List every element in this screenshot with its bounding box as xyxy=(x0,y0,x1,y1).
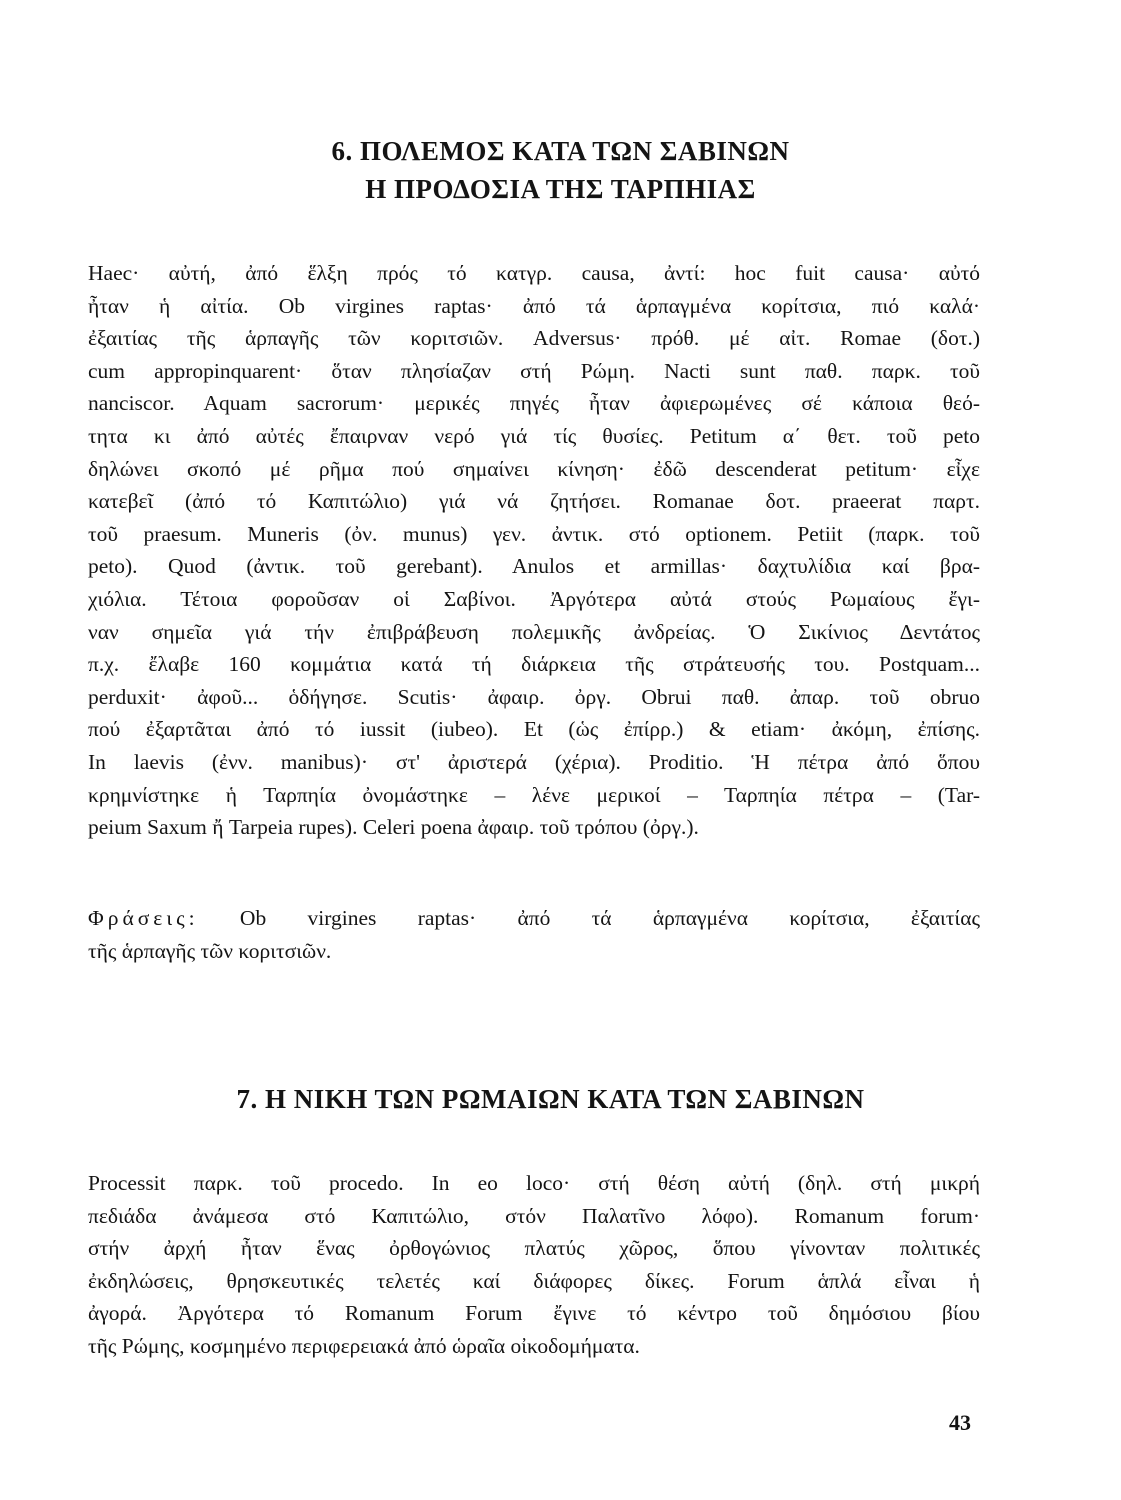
section-6-heading xyxy=(0,132,1121,208)
phrases-text: Ob virgines raptas· ἀπό τά ἁρπαγμένα κορίτσια, ἐξαιτίας xyxy=(239,906,980,930)
text-line: τοῦ praesum. Muneris (ὀν. munus) γεν. ἀντικ. στό optionem. Petiit (παρκ. τοῦ xyxy=(88,521,980,546)
text-line: π.χ. ἔλαβε 160 κομμάτια κατά τή διάρκεια τῆς στράτευσής του. Postquam... xyxy=(88,652,980,677)
section-7-heading xyxy=(0,1080,1111,1118)
text-line: τῆς Ρώμης, κοσμημένο περιφερειακά ἀπό ὡραῖα οἰκοδομήματα. xyxy=(88,1333,640,1358)
text-line: perduxit· ἀφοῦ... ὁδήγησε. Scutis· ἀφαιρ. ὀργ. Obrui παθ. ἀπαρ. τοῦ obruo xyxy=(88,684,980,709)
text-line: κατεβεῖ (ἀπό τό Καπιτώλιο) γιά νά ζητήσει. Romanae δοτ. praeerat παρτ. xyxy=(88,489,980,514)
text-line: peto). Quod (ἀντικ. τοῦ gerebant). Anulos et armillas· δαχτυλίδια καί βρα- xyxy=(88,554,980,579)
text-line: χιόλια. Τέτοια φοροῦσαν οἱ Σαβίνοι. Ἀργότερα αὐτά στούς Ρωμαίους ἔγι- xyxy=(88,586,980,611)
phrases-line: τῆς ἁρπαγῆς τῶν κοριτσιῶν. xyxy=(88,938,332,963)
page-number: 43 xyxy=(949,1410,971,1435)
text-line: nanciscor. Aquam sacrorum· μερικές πηγές ἦταν ἀφιερωμένες σέ κάποια θεό- xyxy=(88,391,980,416)
text-line: τητα κι ἀπό αὐτές ἔπαιρναν νερό γιά τίς θυσίες. Petitum α΄ θετ. τοῦ peto xyxy=(88,423,980,448)
text-line: peium Saxum ἤ Tarpeia rupes). Celeri poena ἀφαιρ. τοῦ τρόπου (ὀργ.). xyxy=(88,815,699,840)
text-line: Processit παρκ. τοῦ procedo. In eo loco· στή θέση αὐτή (δηλ. στή μικρή xyxy=(88,1171,980,1195)
text-line: ναν σημεῖα γιά τήν ἐπιβράβευση πολεμικῆς ἀνδρείας. Ὁ Σικίνιος Δεντάτος xyxy=(88,619,980,644)
text-line: κρημνίστηκε ἡ Ταρπηία ὀνομάστηκε – λένε μερικοί – Ταρπηία πέτρα – (Tar- xyxy=(88,782,980,807)
phrases-label: Φράσεις: xyxy=(88,906,199,930)
text-line: στήν ἀρχή ἦταν ἕνας ὀρθογώνιος πλατύς χῶρος, ὅπου γίνονταν πολιτικές xyxy=(88,1236,980,1261)
text-line: ἐκδηλώσεις, θρησκευτικές τελετές καί διάφορες δίκες. Forum ἁπλά εἶναι ἡ xyxy=(88,1268,980,1293)
section-6-subtitle: Η ΠΡΟΔΟΣΙΑ ΤΗΣ ΤΑΡΠΗΙΑΣ xyxy=(365,174,756,204)
section-6-paragraph xyxy=(88,257,980,844)
text-line: ἦταν ἡ αἰτία. Ob virgines raptas· ἀπό τά ἁρπαγμένα κορίτσια, πιό καλά· xyxy=(88,293,980,318)
section-6-title: 6. ΠΟΛΕΜΟΣ ΚΑΤΑ ΤΩΝ ΣΑΒΙΝΩΝ xyxy=(331,136,790,166)
text-line: ἐξαιτίας τῆς ἁρπαγῆς τῶν κοριτσιῶν. Adversus· πρόθ. μέ αἰτ. Romae (δοτ.) xyxy=(88,326,980,351)
text-line: In laevis (ἐνν. manibus)· στ' ἀριστερά (χέρια). Proditio. Ἡ πέτρα ἀπό ὅπου xyxy=(88,749,980,774)
section-7-title: 7. Η ΝΙΚΗ ΤΩΝ ΡΩΜΑΙΩΝ ΚΑΤΑ ΤΩΝ ΣΑΒΙΝΩΝ xyxy=(236,1084,865,1114)
text-line: cum appropinquarent· ὅταν πλησίαζαν στή Ρώμη. Nacti sunt παθ. παρκ. τοῦ xyxy=(88,358,980,383)
section-7-paragraph xyxy=(88,1167,980,1363)
text-line: δηλώνει σκοπό μέ ρῆμα πού σημαίνει κίνηση· ἐδῶ descenderat petitum· εἶχε xyxy=(88,456,980,481)
text-line: Haec· αὐτή, ἀπό ἕλξη πρός τό κατγρ. causa, ἀντί: hoc fuit causa· αὐτό xyxy=(88,261,980,285)
text-line: πού ἐξαρτᾶται ἀπό τό iussit (iubeo). Et (ὡς ἐπίρρ.) & etiam· ἀκόμη, ἐπίσης. xyxy=(88,717,980,742)
phrases-line xyxy=(88,902,980,935)
phrases-paragraph xyxy=(88,902,980,967)
text-line: πεδιάδα ἀνάμεσα στό Καπιτώλιο, στόν Παλατῖνο λόφο). Romanum forum· xyxy=(88,1203,980,1228)
text-line: ἀγορά. Ἀργότερα τό Romanum Forum ἔγινε τό κέντρο τοῦ δημόσιου βίου xyxy=(88,1301,980,1326)
